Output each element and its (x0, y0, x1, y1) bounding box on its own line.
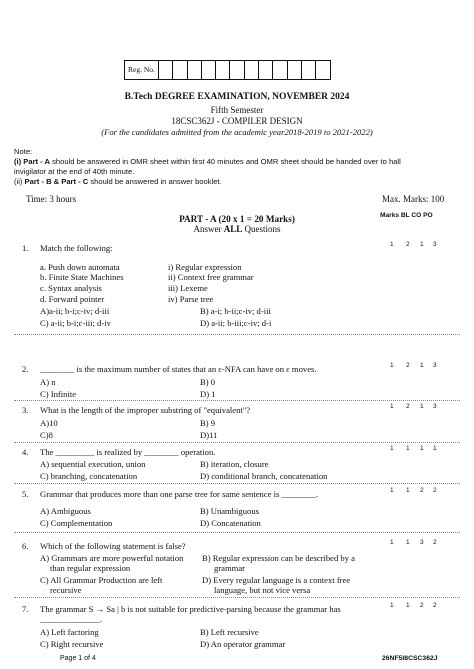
option-d: D) conditional branch, concatenation (200, 471, 328, 481)
option-c: C) Right recursive (40, 639, 104, 649)
question-text: The grammar S → Sa | b is not suitable for predictive-parsing because the grammar has (40, 604, 341, 614)
reg-cell (202, 61, 216, 79)
po-value: 2 (433, 602, 437, 609)
option-d-cont: language, but not vice versa (214, 585, 311, 595)
match-right-item: i) Regular expression (168, 262, 242, 272)
option-a: A) n (40, 377, 56, 387)
option-d: D)11 (200, 430, 218, 440)
match-left-item: d. Forward pointer (40, 294, 105, 304)
option-d: D) 1 (200, 389, 216, 399)
reg-cell (273, 61, 287, 79)
option-d: D) An operator grammar (200, 639, 286, 649)
question-number: 5. (22, 489, 29, 499)
reg-cell (216, 61, 230, 79)
divider (14, 334, 460, 335)
divider (14, 483, 460, 484)
bl-value: 2 (406, 403, 410, 410)
time-label: Time: 3 hours (26, 194, 77, 204)
po-value: 1 (433, 445, 437, 452)
marks-value: 1 (390, 241, 394, 248)
exam-title: B.Tech DEGREE EXAMINATION, NOVEMBER 2024 (124, 92, 350, 102)
option-b: B) Left recursive (200, 627, 259, 637)
match-right-item: iv) Parse tree (168, 294, 214, 304)
option-c: C) Complementation (40, 518, 113, 528)
question-text: The _________ is realized by ________ operation. (40, 447, 216, 457)
reg-cell (159, 61, 173, 79)
option-a-cont: than regular expression (50, 563, 131, 573)
question-number: 7. (22, 604, 29, 614)
note-i: (i) Part - A should be answered in OMR sheet within first 40 minutes and OMR sheet should be handed over to hall (14, 157, 401, 166)
co-value: 2 (420, 602, 424, 609)
divider (14, 400, 460, 401)
question-number: 6. (22, 541, 29, 551)
reg-no-box (124, 60, 331, 80)
paper-code: 26NF5I8CSC362J (382, 655, 438, 662)
bl-value: 2 (406, 241, 410, 248)
option-c-cont: recursive (50, 585, 82, 595)
marks-value: 1 (390, 403, 394, 410)
reg-cell (259, 61, 273, 79)
option-c: C) a-ii; b-i;c-iii; d-iv (40, 318, 111, 328)
reg-cell (173, 61, 187, 79)
option-b: B) Unambiguous (200, 506, 259, 516)
reg-cell (245, 61, 259, 79)
option-c: C)8 (40, 430, 53, 440)
option-a: A) Grammars are more powerful notation (40, 553, 184, 563)
divider (14, 442, 460, 443)
option-d: D) Concatenation (200, 518, 261, 528)
question-number: 1. (22, 243, 29, 253)
bl-value: 1 (406, 539, 410, 546)
co-value: 1 (420, 445, 424, 452)
option-c: C) branching, concatenation (40, 471, 138, 481)
bl-value: 1 (406, 445, 410, 452)
option-a: A) Left factoring (40, 627, 99, 637)
option-c: C) All Grammar Production are left (40, 575, 163, 585)
semester: Fifth Semester (210, 105, 264, 115)
question-text: Grammar that produces more than one parse tree for same sentence is ________. (40, 489, 319, 499)
candidates-note: (For the candidates admitted from the academic year2018-2019 to 2021-2022) (101, 127, 373, 137)
note-label: Note: (14, 147, 33, 156)
co-value: 3 (420, 539, 424, 546)
marks-header: Marks BL CO PO (380, 212, 433, 219)
match-left-item: b. Finite State Machines (40, 272, 124, 282)
option-a: A) sequential execution, union (40, 459, 146, 469)
co-value: 1 (420, 241, 424, 248)
divider (14, 532, 460, 533)
course-title: 18CSC362J - COMPILER DESIGN (171, 116, 303, 126)
marks-value: 1 (390, 487, 394, 494)
co-value: 1 (420, 362, 424, 369)
question-text: Which of the following statement is false? (40, 541, 186, 551)
bl-value: 1 (406, 602, 410, 609)
match-left-item: a. Push down automata (40, 262, 120, 272)
reg-cell (288, 61, 302, 79)
question-number: 4. (22, 447, 29, 457)
co-value: 1 (420, 403, 424, 410)
question-text-cont: ______________. (40, 614, 103, 624)
po-value: 3 (433, 241, 437, 248)
marks-value: 1 (390, 602, 394, 609)
reg-cell (316, 61, 329, 79)
note-ii: (ii) Part - B & Part - C should be answered in answer booklet. (14, 177, 222, 186)
option-a: A) Ambiguous (40, 506, 91, 516)
part-a-instruction: Answer ALL Questions (193, 224, 281, 234)
question-text: Match the following: (40, 243, 113, 253)
option-d: D) Every regular language is a context free (202, 575, 351, 585)
reg-cell (188, 61, 202, 79)
option-c: C) Infinite (40, 389, 77, 399)
note-i-cont: invigilator at the end of 40th minute. (14, 167, 135, 176)
part-a-title: PART - A (20 x 1 = 20 Marks) (179, 214, 295, 224)
marks-value: 1 (390, 362, 394, 369)
question-number: 3. (22, 405, 29, 415)
max-marks: Max. Marks: 100 (382, 194, 445, 204)
question-number: 2. (22, 364, 29, 374)
match-right-item: iii) Lexeme (168, 283, 208, 293)
option-b: B) 0 (200, 377, 216, 387)
bl-value: 2 (406, 362, 410, 369)
reg-cell (230, 61, 244, 79)
option-b: B) a-i; b-ii;c-iv; d-iii (200, 306, 271, 316)
po-value: 2 (433, 539, 437, 546)
po-value: 2 (433, 487, 437, 494)
option-d: D) a-ii; b-iii;c-iv; d-i (200, 318, 272, 328)
match-left-item: c. Syntax analysis (40, 283, 102, 293)
po-value: 3 (433, 403, 437, 410)
option-b: B) 9 (200, 418, 216, 428)
marks-value: 1 (390, 539, 394, 546)
divider (14, 597, 460, 598)
option-b-cont: grammar (214, 563, 246, 573)
option-a: A)a-ii; b-i;c-iv; d-iii (40, 306, 110, 316)
reg-cell (302, 61, 316, 79)
match-right-item: ii) Context free grammar (168, 272, 254, 282)
question-text: What is the length of the improper substring of "equivalent"? (40, 405, 251, 415)
co-value: 2 (420, 487, 424, 494)
option-b: B) iteration, closure (200, 459, 269, 469)
reg-no-label: Reg. No. (125, 61, 159, 79)
po-value: 3 (433, 362, 437, 369)
page-number: Page 1 of 4 (60, 655, 96, 662)
question-text: ________ is the maximum number of states that an ε-NFA can have on ε moves. (40, 364, 317, 374)
bl-value: 1 (406, 487, 410, 494)
option-b: B) Regular expression can be described by a (202, 553, 355, 563)
option-a: A)10 (40, 418, 58, 428)
marks-value: 1 (390, 445, 394, 452)
